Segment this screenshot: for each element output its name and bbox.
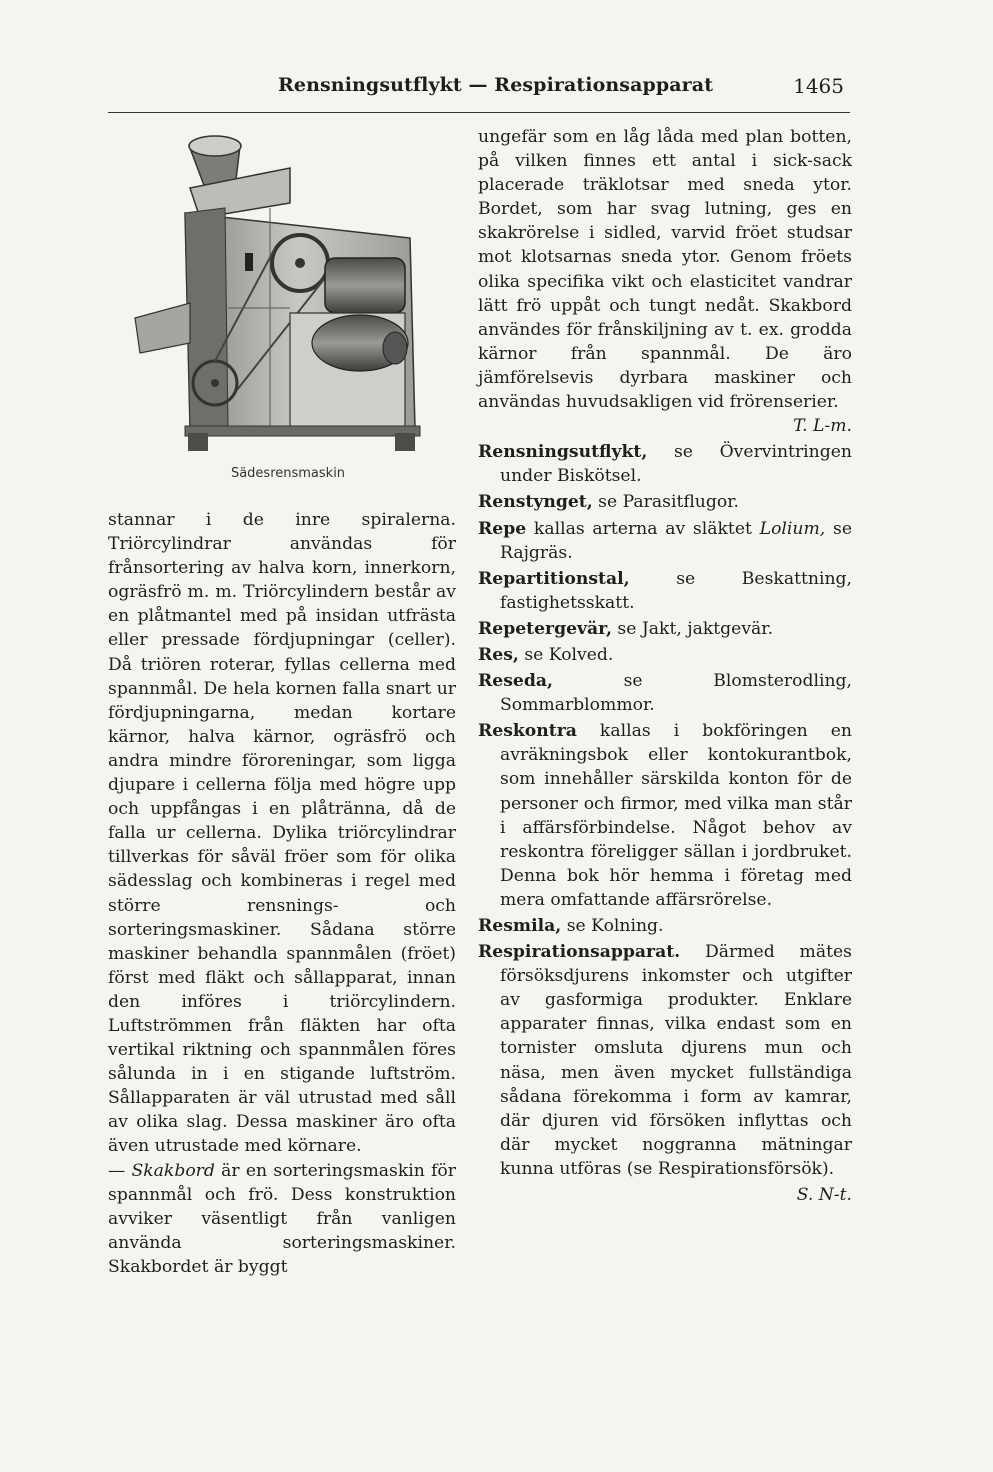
- entry-repetergevar: Repetergevär, se Jakt, jaktgevär.: [478, 618, 774, 639]
- headword: Repetergevär,: [478, 618, 612, 639]
- signature-line: [478, 414, 852, 438]
- entry-reseda: Reseda, se Blomsterodling, Sommarblommor.: [478, 671, 852, 716]
- header-title: Rensningsutflykt — Respirationsapparat: [278, 74, 714, 96]
- headword: Renstynget,: [478, 492, 593, 513]
- running-header: [108, 72, 850, 113]
- entry-renstynget: Renstynget, se Parasitflugor.: [478, 492, 740, 513]
- entry-resmila: Resmila, se Kolning.: [478, 916, 664, 936]
- entry-respirationsapparat: Respirationsapparat. Därmed mätes försöksdjurens inkomster och utgifter av gasformiga produkter. Enklare apparater finnas, vilka endast som en tornister omsluta djurens mun och näsa, men även mycket fullständiga sådana förekomma i form av kamrar, där djuren vid försöken inflyttas och där mycket noggranna mätningar kunna utföras (se Respirationsförsök).: [478, 942, 852, 1179]
- seed-cleaner-drawing: [130, 128, 450, 468]
- author-initials: T. L-m.: [793, 416, 852, 437]
- signature-line-2: [478, 1183, 852, 1207]
- term-skakbord: Skakbord: [131, 1160, 215, 1181]
- entry-res: Res, se Kolved.: [478, 644, 614, 665]
- headword: Reseda,: [478, 671, 553, 692]
- entry-rensningsutflykt: Rensningsutflykt, se Övervintringen under Biskötsel.: [478, 442, 852, 487]
- skakbord-text: är en sorteringsmaskin för spannmål och frö. Dess konstruktion avviker väsentligt från vanligen använda sorteringsmaskiner. Skakbordet är byggt: [108, 1160, 457, 1277]
- author-initials-2: S. N-t.: [796, 1185, 852, 1206]
- headword: Rensningsutflykt,: [478, 442, 648, 463]
- headword: Resmila,: [478, 916, 562, 936]
- headword: Repartitionstal,: [478, 568, 630, 589]
- headword: Res,: [478, 644, 519, 665]
- entry-reskontra: Reskontra kallas i bokföringen en avräkningsbok eller kontokurantbok, som innehåller särskilda konton för de personer och firmor, med vilka man står i affärsförbindelse. Något behov av reskontra föreligger sällan i jordbruket. Denna bok hör hemma i företag med mera omfattande affärsrörelse.: [478, 721, 852, 910]
- em-dash: —: [108, 1160, 126, 1181]
- right-column: [478, 125, 852, 1209]
- machine-illustration: [130, 128, 450, 468]
- page-number: 1465: [793, 74, 844, 98]
- left-paragraph-1: stannar i de inre spiralerna. Triörcylindrar användas för frånsortering av halva korn, innerkorn, ogräsfrö m. m. Triörcylindern består av en plåtmantel med på insidan utfrästa eller pressade fördjupningar (celler). Då triören roterar, fyllas cellerna med spannmål. De hela kornen falla snart ur fördjupningarna, medan kortare kärnor, halva kärnor, ogräsfrö och andra mindre föroreningar, som ligga djupare i cellerna följa med högre upp och uppfångas i en plåtränna, då de falla ur cellerna. Dylika triörcylindrar tillverkas för såväl fröer som för olika sädesslag och kombineras i regel med större rensnings- och sorteringsmaskiner. Sådana större maskiner behandla spannmålen (fröet) först med fläkt och sållapparat, innan den införes i triörcylindern. Luftströmmen från fläkten har ofta vertikal riktning och spannmålen föres sålunda in i en stigande luftström. Sållapparaten är väl utrustad med såll av olika slag. Dessa maskiner äro ofta även utrustade med körnare.: [108, 510, 456, 1157]
- entry-repartitionstal: Repartitionstal, se Beskattning, fastighetsskatt.: [478, 568, 852, 613]
- left-column: [108, 508, 456, 1279]
- continued-paragraph: ungefär som en låg låda med plan botten, på vilken finnes ett antal i sick-sack placerade träklotsar med sneda ytor. Bordet, som har svag lutning, ges en skakrörelse i sidled, varvid fröet studsar mot klotsarnas sneda ytor. Genom fröets olika specifika vikt och elasticitet vandrar lätt frö uppåt och tungt nedåt. Skakbord användes för frånskiljning av t. ex. grodda kärnor från spannmål. De äro jämförelsevis dyrbara maskiner och användas huvudsakligen vid frörenserier.: [478, 127, 852, 413]
- headword: Respirationsapparat.: [478, 942, 681, 963]
- headword: Repe: [478, 518, 527, 539]
- figure-caption: Sädesrensmaskin: [230, 466, 346, 481]
- headword: Reskontra: [478, 721, 577, 742]
- entry-repe: Repe kallas arterna av släktet Lolium, se Rajgräs.: [478, 518, 852, 563]
- left-paragraph-2: [108, 1159, 456, 1279]
